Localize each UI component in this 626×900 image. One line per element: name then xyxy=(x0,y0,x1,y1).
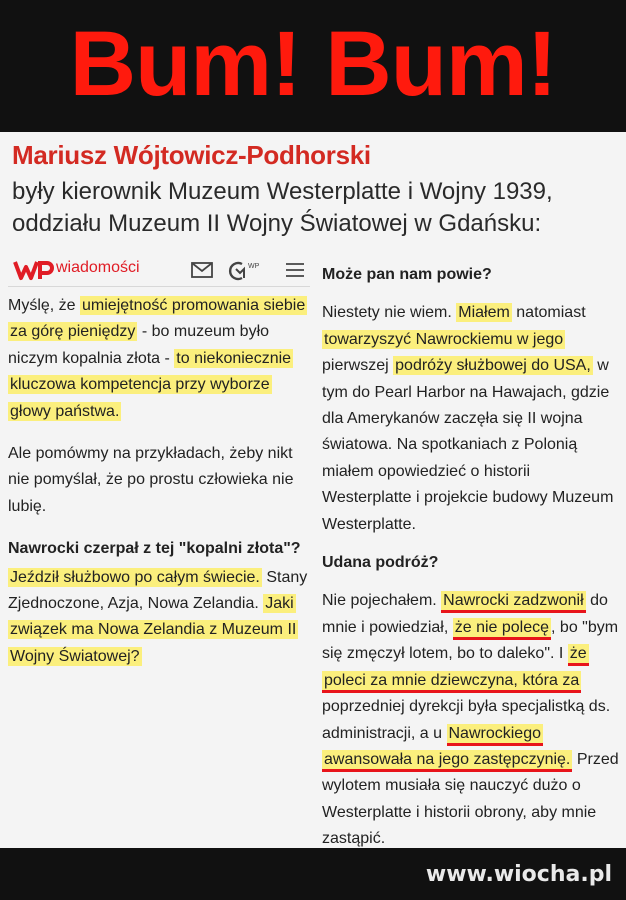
highlight: umiejętność promowania siebie za górę pieniędzy xyxy=(10,297,306,341)
right-paragraph-2: Nie pojechałem. Nawrocki zadzwonił do mnie i powiedział, że nie polecę , bo "bym się zmęczył lotem, bo to daleko". I że poleci za mnie dziewczyna, która za poprzedniej dyrekcji była specjalistką ds. administracji, a u Nawrockiego awansowała na jego zastępczynię. Przed wylotem musiała się nauczyć dużo o Westerplatte i historii obrony, aby mnie zastąpić. xyxy=(322,592,619,848)
watermark: www.wiocha.pl xyxy=(425,862,612,887)
left-paragraph-2: Ale pomówmy na przykładach, żeby nikt nie pomyślał, że po prostu człowieka nie lubię. xyxy=(8,445,294,515)
right-question-2: Udana podróż? xyxy=(322,554,439,572)
right-column xyxy=(322,262,624,853)
left-paragraph-1: Myślę, że umiejętność promowania siebie za górę pieniędzy - bo muzeum było niczym kopalnia złota - to niekoniecznie kluczowa kompetencja przy wyborze głowy państwa. xyxy=(8,297,306,420)
highlight-underlined: że nie polecę xyxy=(453,618,551,640)
author-description: były kierownik Muzeum Westerplatte i Wojny 1939, oddziału Muzeum II Wojny Światowej w Gdańsku: xyxy=(12,178,553,237)
source-header xyxy=(8,256,310,287)
highlight: Jeździł służbowo po całym świecie. xyxy=(10,568,260,586)
right-paragraph-1: Niestety nie wiem. Miałem natomiast towarzyszyć Nawrockiemu w jego pierwszej podróży służbowej do USA, w tym do Pearl Harbor na Hawajach, gdzie dla Amerykanów zaczęła się II wojna światowa. Na spotkaniach z Polonią miałem opowiedzieć o historii Westerplatte i projekcie budowy Muzeum Westerplatte. xyxy=(322,304,614,533)
highlight-underlined: że poleci za mnie dziewczyna, która za xyxy=(322,644,589,692)
left-question-1: Nawrocki czerpał z tej "kopalni złota"? xyxy=(8,540,301,558)
author-name: Mariusz Wójtowicz-Podhorski xyxy=(12,140,371,170)
highlight: towarzyszyć Nawrockiemu w jego xyxy=(324,330,564,348)
highlight: Miałem xyxy=(458,304,510,322)
wp-logo-icon xyxy=(14,259,54,281)
left-paragraph-3: Jeździł służbowo po całym świecie. Stany Zjednoczone, Azja, Nowa Zelandia. Jaki związek ma Nowa Zelandia z Muzeum II Wojny Światowej? xyxy=(8,568,308,665)
highlight: Jaki związek ma Nowa Zelandia z Muzeum II Wojny Światowej? xyxy=(10,595,297,665)
headline: Bum! Bum! xyxy=(69,13,557,115)
source-brand: wiadomości xyxy=(56,259,140,276)
menu-icon[interactable] xyxy=(284,260,306,280)
brand-icon[interactable] xyxy=(228,260,258,282)
svg-text:WP: WP xyxy=(248,263,260,270)
highlight: podróży służbowej do USA, xyxy=(395,357,591,375)
mail-icon[interactable] xyxy=(190,260,214,280)
right-question-1: Może pan nam powie? xyxy=(322,266,492,283)
highlight: to niekoniecznie kluczowa kompetencja przy wyborze głowy państwa. xyxy=(10,349,292,420)
highlight-underlined: Nawrocki zadzwonił xyxy=(441,591,586,613)
left-column xyxy=(8,293,310,670)
highlight-underlined: Nawrockiego awansowała na jego zastępczynię. xyxy=(322,724,572,772)
